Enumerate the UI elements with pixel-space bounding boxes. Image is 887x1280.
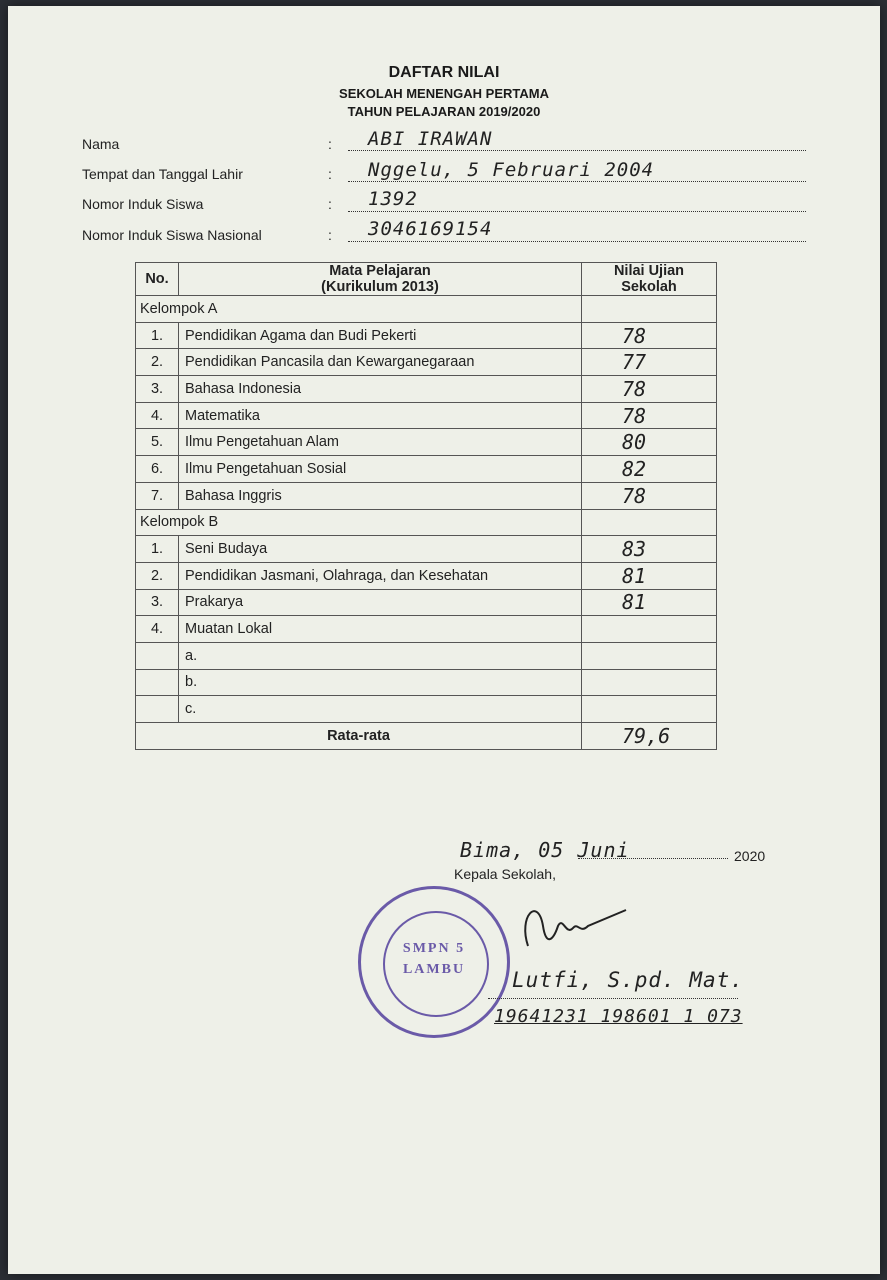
average-score xyxy=(582,723,717,750)
header-subject-line2: (Kurikulum 2013) xyxy=(321,279,439,295)
score-value: 81 xyxy=(622,563,647,588)
row-no: 3. xyxy=(136,589,179,616)
stamp-line1: SMPN 5 xyxy=(402,941,466,956)
row-no: 4. xyxy=(136,402,179,429)
row-no: 6. xyxy=(136,456,179,483)
sign-role: Kepala Sekolah, xyxy=(454,866,556,882)
table-row xyxy=(136,429,717,456)
row-subject: a. xyxy=(179,642,582,669)
grades-table xyxy=(135,262,717,750)
signature-scribble xyxy=(518,896,628,956)
row-subject: Pendidikan Pancasila dan Kewarganegaraan xyxy=(179,349,582,376)
score-value: 78 xyxy=(622,403,647,428)
row-score xyxy=(582,696,717,723)
row-subject: Bahasa Inggris xyxy=(179,482,582,509)
row-subject: c. xyxy=(179,696,582,723)
header-no: No. xyxy=(136,263,179,296)
table-row xyxy=(136,562,717,589)
colon: : xyxy=(328,196,332,212)
row-subject: Ilmu Pengetahuan Alam xyxy=(179,429,582,456)
nis-value: 1392 xyxy=(368,188,418,210)
row-subject: b. xyxy=(179,669,582,696)
table-row xyxy=(136,669,717,696)
row-no xyxy=(136,696,179,723)
row-no xyxy=(136,669,179,696)
table-row xyxy=(136,696,717,723)
table-row xyxy=(136,322,717,349)
name-value: ABI IRAWAN xyxy=(368,128,493,150)
table-row xyxy=(136,402,717,429)
row-no: 1. xyxy=(136,322,179,349)
row-no: 2. xyxy=(136,349,179,376)
row-score xyxy=(582,429,717,456)
table-row xyxy=(136,642,717,669)
report-card-paper xyxy=(8,6,880,1274)
row-no: 7. xyxy=(136,482,179,509)
row-no xyxy=(136,642,179,669)
row-no: 4. xyxy=(136,616,179,643)
row-score xyxy=(582,616,717,643)
empty-cell xyxy=(582,296,717,323)
average-label: Rata-rata xyxy=(136,723,582,750)
row-score xyxy=(582,562,717,589)
table-row xyxy=(136,616,717,643)
average-value: 79,6 xyxy=(622,723,671,748)
name-line xyxy=(488,998,738,999)
nis-label: Nomor Induk Siswa xyxy=(82,196,204,212)
score-value: 80 xyxy=(622,430,647,455)
average-row xyxy=(136,723,717,750)
principal-name: Lutfi, S.pd. Mat. xyxy=(512,968,744,992)
header-score-line2: Sekolah xyxy=(621,279,677,295)
table-row xyxy=(136,456,717,483)
group-a-label: Kelompok A xyxy=(136,296,582,323)
nisn-value: 3046169154 xyxy=(368,218,493,240)
header-subject xyxy=(179,263,582,296)
row-score xyxy=(582,669,717,696)
header-score-line1: Nilai Ujian xyxy=(613,263,685,279)
group-row xyxy=(136,296,717,323)
birth-label: Tempat dan Tanggal Lahir xyxy=(82,166,243,182)
row-subject: Prakarya xyxy=(179,589,582,616)
place-date: Bima, 05 Juni xyxy=(460,838,630,862)
name-label: Nama xyxy=(82,136,120,152)
score-value: 78 xyxy=(622,483,647,508)
row-subject: Matematika xyxy=(179,402,582,429)
row-no: 1. xyxy=(136,536,179,563)
row-score xyxy=(582,322,717,349)
nisn-label: Nomor Induk Siswa Nasional xyxy=(82,227,262,243)
group-row xyxy=(136,509,717,536)
score-value: 77 xyxy=(622,350,647,375)
table-row xyxy=(136,589,717,616)
row-score xyxy=(582,482,717,509)
empty-cell xyxy=(582,509,717,536)
academic-year: TAHUN PELAJARAN 2019/2020 xyxy=(347,104,541,119)
header-score xyxy=(582,263,717,296)
stamp-line2: LAMBU xyxy=(402,962,466,977)
colon: : xyxy=(328,136,332,152)
group-b-label: Kelompok B xyxy=(136,509,582,536)
row-subject: Bahasa Indonesia xyxy=(179,376,582,403)
principal-nip: 19641231 198601 1 073 xyxy=(494,1006,743,1027)
score-value: 81 xyxy=(622,590,647,615)
row-no: 5. xyxy=(136,429,179,456)
row-subject: Seni Budaya xyxy=(179,536,582,563)
score-value: 83 xyxy=(622,537,647,562)
row-subject: Pendidikan Agama dan Budi Pekerti xyxy=(179,322,582,349)
document-title: DAFTAR NILAI xyxy=(388,64,500,81)
row-subject: Ilmu Pengetahuan Sosial xyxy=(179,456,582,483)
sign-year: 2020 xyxy=(734,848,766,864)
school-stamp xyxy=(358,886,510,1038)
table-row xyxy=(136,376,717,403)
row-score xyxy=(582,536,717,563)
row-score xyxy=(582,589,717,616)
row-subject: Muatan Lokal xyxy=(179,616,582,643)
table-header xyxy=(136,263,717,296)
row-score xyxy=(582,349,717,376)
row-score xyxy=(582,402,717,429)
colon: : xyxy=(328,166,332,182)
row-no: 3. xyxy=(136,376,179,403)
table-row xyxy=(136,349,717,376)
row-score xyxy=(582,642,717,669)
table-row xyxy=(136,536,717,563)
colon: : xyxy=(328,227,332,243)
table-row xyxy=(136,482,717,509)
score-value: 78 xyxy=(622,323,647,348)
row-score xyxy=(582,376,717,403)
row-score xyxy=(582,456,717,483)
row-no: 2. xyxy=(136,562,179,589)
score-value: 82 xyxy=(622,456,647,481)
birth-value: Nggelu, 5 Februari 2004 xyxy=(368,159,655,181)
score-value: 78 xyxy=(622,376,647,401)
date-line xyxy=(578,858,728,859)
row-subject: Pendidikan Jasmani, Olahraga, dan Kesehatan xyxy=(179,562,582,589)
header-subject-line1: Mata Pelajaran xyxy=(329,263,431,279)
school-name: SEKOLAH MENENGAH PERTAMA xyxy=(339,86,549,101)
